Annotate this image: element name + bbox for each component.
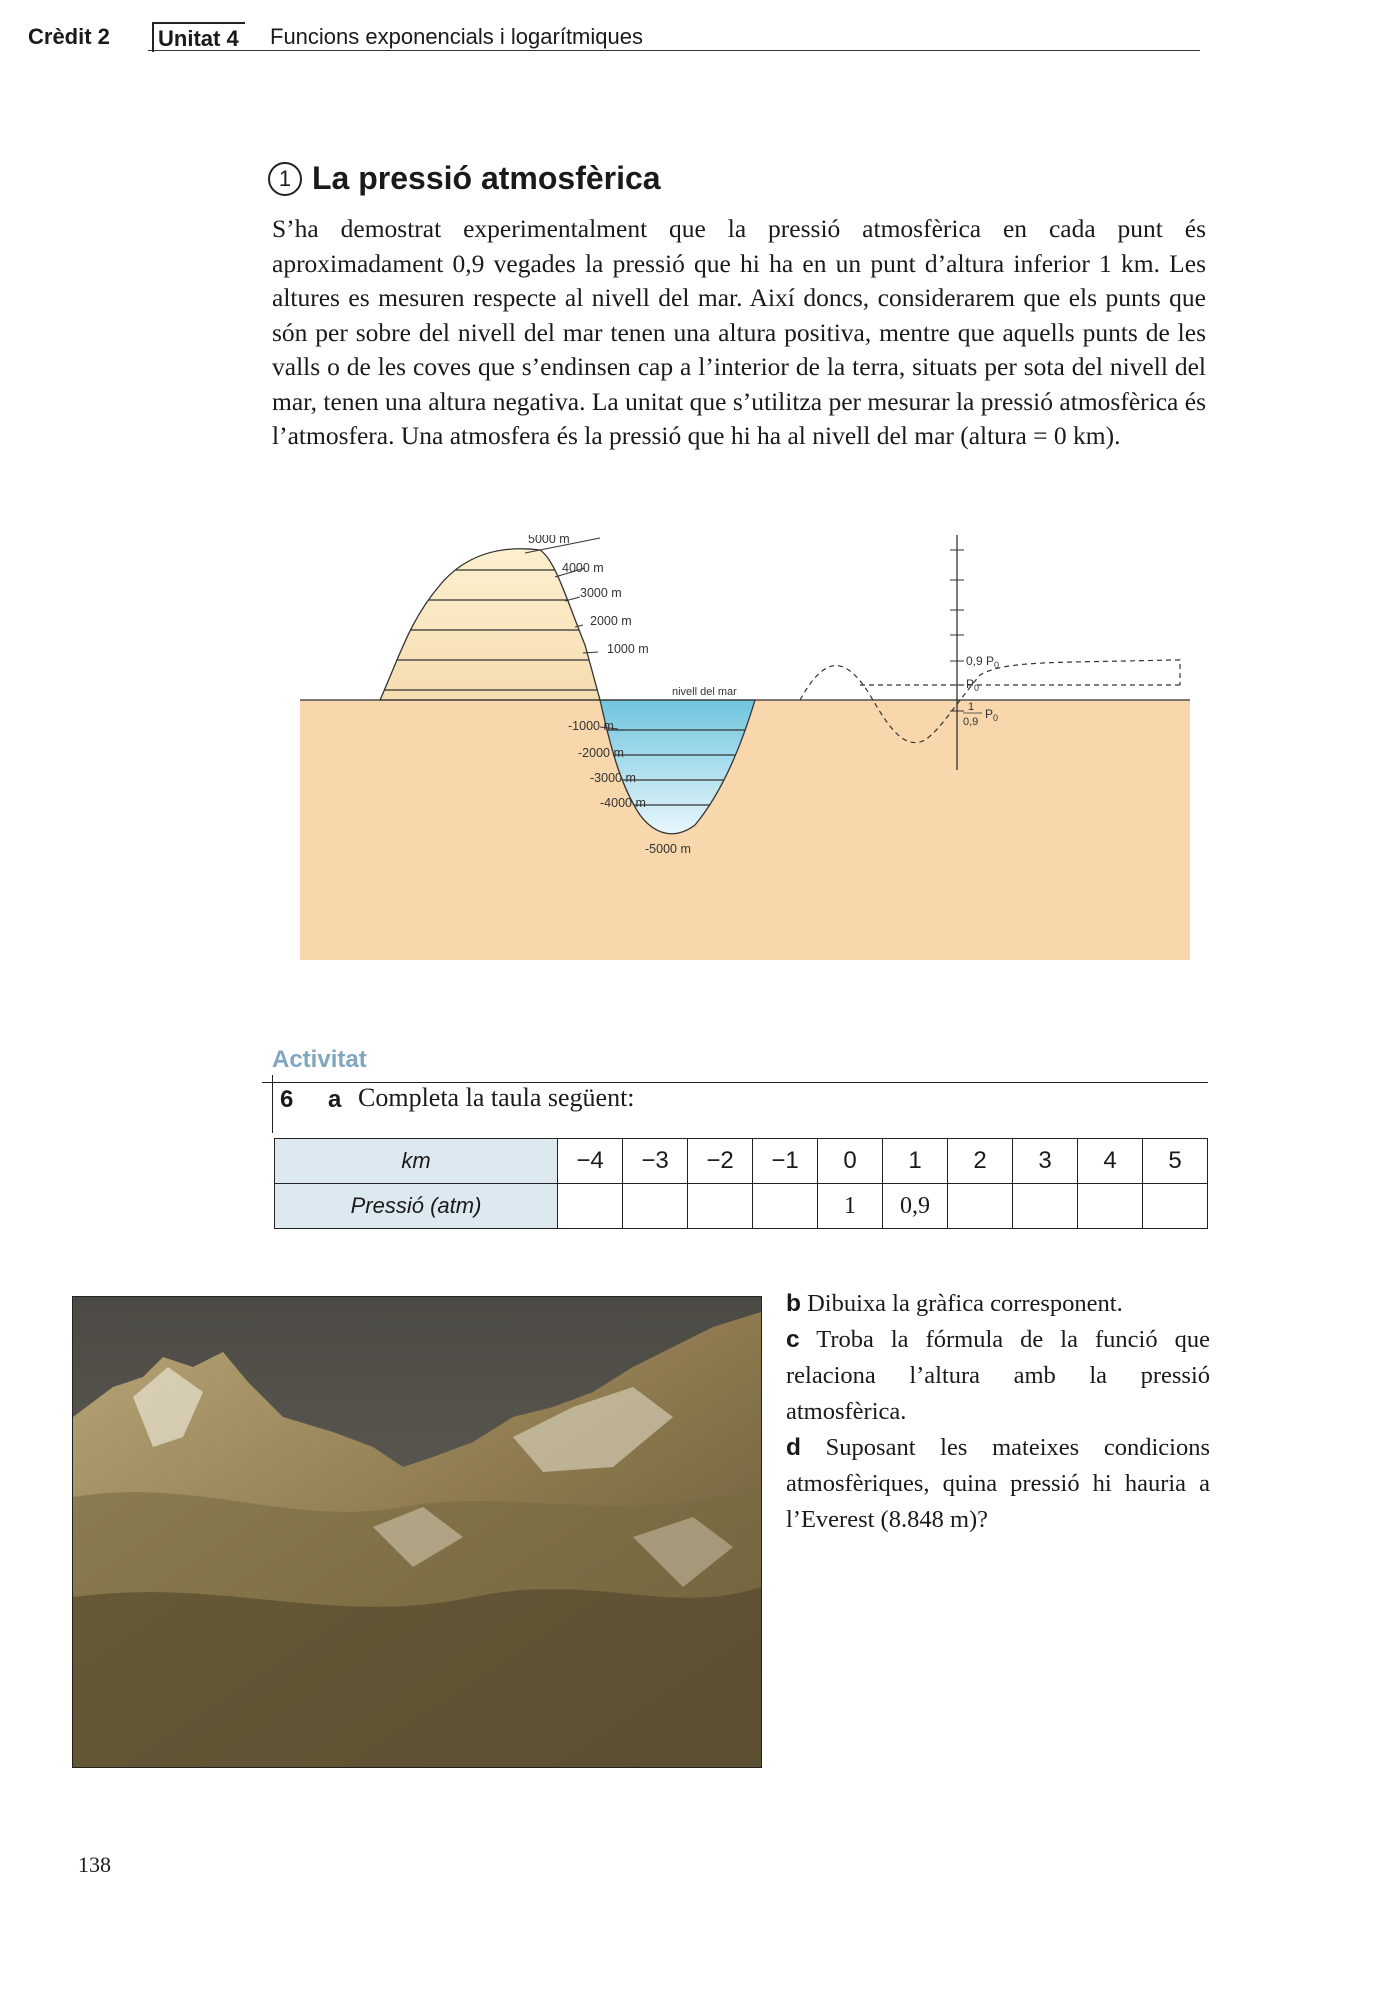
table-header-pressure: Pressió (atm) [275,1184,558,1229]
table-cell: 2 [948,1139,1013,1184]
table-cell: 1 [818,1184,883,1229]
ground [300,700,1190,960]
table-row [275,1139,1208,1184]
table-cell: 0,9 [883,1184,948,1229]
pressure-table [274,1138,1208,1229]
question-d: d Suposant les mateixes condicions atmosfèriques, quina pressió hi hauria a l’Everest (8.848 m)? [786,1434,1210,1533]
activity-number: 6 [280,1086,294,1113]
page-number: 138 [78,1852,111,1877]
table-cell: 4 [1078,1139,1143,1184]
part-a-text: Completa la taula següent: [358,1083,635,1112]
height-label: 4000 m [562,561,604,575]
table-cell: 3 [1013,1139,1078,1184]
height-label: 2000 m [590,614,632,628]
table-cell: −1 [753,1139,818,1184]
activity-marker [272,1075,273,1133]
activity-questions [786,1286,1210,1538]
table-cell[interactable] [1143,1184,1208,1229]
depth-label: -1000 m [568,719,614,733]
height-label: 5000 m [528,535,570,546]
table-cell[interactable] [1078,1184,1143,1229]
table-cell: 5 [1143,1139,1208,1184]
mountain-photo [72,1296,762,1768]
table-cell[interactable] [558,1184,623,1229]
depth-label: -5000 m [645,842,691,856]
intro-paragraph [272,212,1206,454]
depth-label: -2000 m [578,746,624,760]
table-cell: 0 [818,1139,883,1184]
table-cell[interactable] [688,1184,753,1229]
axis-label-fraction-den: 0,9 [963,716,979,728]
table-header-km: km [275,1139,558,1184]
table-cell: −3 [623,1139,688,1184]
table-cell[interactable] [948,1184,1013,1229]
activity-label: Activitat [272,1046,367,1073]
table-cell[interactable] [753,1184,818,1229]
depth-label: -4000 m [600,796,646,810]
question-b: b Dibuixa la gràfica corresponent. [786,1290,1123,1317]
section-title-text: La pressió atmosfèrica [312,160,661,196]
intro-text: S’ha demostrat experimentalment que la pressió atmosfèrica en cada punt és aproximadament 0,9 vegades la pressió que hi ha en un punt d’altura inferior 1 km. Les altures es mesuren respecte al nivell del mar. Així doncs, considerarem que els punts que són per sobre del nivell del mar tenen una altura positiva, mentre que aquells punts de les valls o de les coves que s’endinsen cap a l’interior de la terra, situats per sota del nivell del mar, tenen una altura negativa. La unitat que s’utilitza per mesurar la pressió atmosfèrica és l’atmosfera. Una atmosfera és la pressió que hi ha al nivell del mar (altura = 0 km). [272,214,1206,450]
pressure-diagram [300,535,1200,975]
axis-label-upper: 0,9 $P_0$ [966,654,1000,670]
header-rule [148,50,1200,51]
table-cell[interactable] [1013,1184,1078,1229]
table-cell: 1 [883,1139,948,1184]
depth-label: -3000 m [590,771,636,785]
section-title [268,160,661,197]
credit-label: Crèdit 2 [28,24,110,49]
part-a-letter: a [328,1086,342,1113]
height-label: 1000 m [607,642,649,656]
axis-label-fraction-num: 1 [968,701,975,713]
table-row [275,1184,1208,1229]
height-label: 3000 m [580,586,622,600]
section-number-badge: 1 [268,162,302,196]
table-cell[interactable] [623,1184,688,1229]
axis-label-lower: $P_0$ [985,707,999,723]
topic-label: Funcions exponencials i logarítmiques [270,24,643,49]
question-c: c Troba la fórmula de la funció que relaciona l’altura amb la pressió atmosfèrica. [786,1326,1210,1425]
axis-label-p0: $P_0$ [966,677,980,693]
table-cell: −2 [688,1139,753,1184]
table-cell: −4 [558,1139,623,1184]
sea-level-label: nivell del mar [672,686,737,698]
unit-label: Unitat 4 [152,22,245,52]
